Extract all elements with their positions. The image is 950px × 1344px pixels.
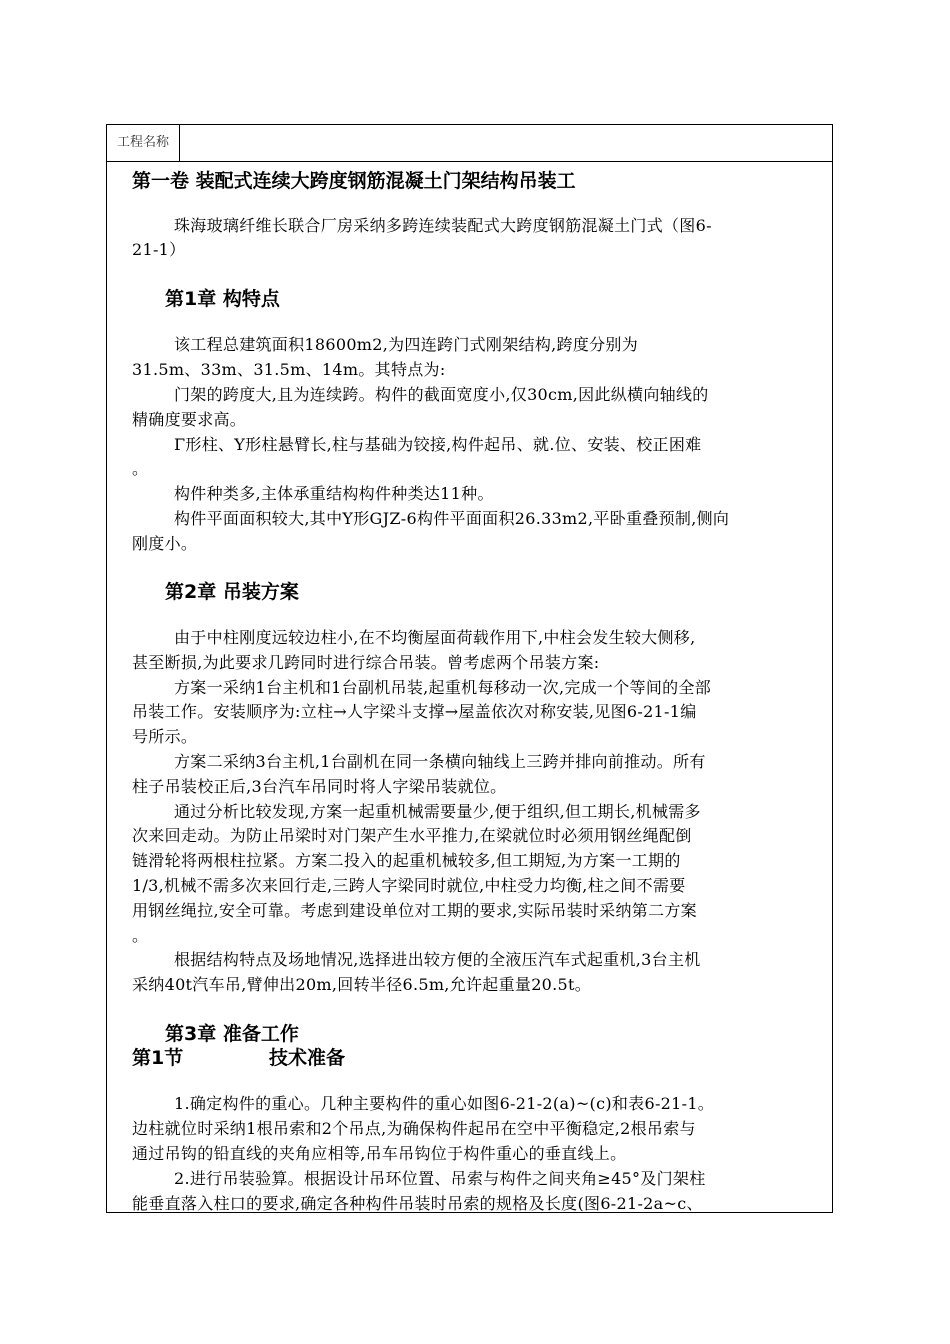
paragraph-line: 用钢丝绳拉,安全可靠。考虑到建设单位对工期的要求,实际吊装时采纳第二方案 bbox=[132, 901, 697, 920]
paragraph-line: 1.确定构件的重心。几种主要构件的重心如图6-21-2(a)~(c)和表6-21-1。 bbox=[174, 1094, 715, 1113]
volume-title: 第一卷 装配式连续大跨度钢筋混凝土门架结构吊装工 bbox=[132, 170, 576, 192]
paragraph-line: 方案一采纳1台主机和1台副机吊装,起重机每移动一次,完成一个等间的全部 bbox=[174, 678, 712, 697]
intro-line: 21-1） bbox=[132, 240, 186, 259]
paragraph-line: 构件平面面积较大,其中Y形GJZ-6构件平面面积26.33m2,平卧重叠预制,侧向 bbox=[174, 509, 730, 528]
paragraph-line: 31.5m、33m、31.5m、14m。其特点为: bbox=[132, 360, 446, 379]
paragraph-line: 甚至断损,为此要求几跨同时进行综合吊装。曾考虑两个吊装方案: bbox=[132, 653, 600, 672]
paragraph-line: 。 bbox=[132, 926, 149, 945]
paragraph-line: 根据结构特点及场地情况,选择进出较方便的全液压汽车式起重机,3台主机 bbox=[174, 950, 701, 969]
paragraph-line: 2.进行吊装验算。根据设计吊环位置、吊索与构件之间夹角≥45°及门架柱 bbox=[174, 1169, 706, 1188]
chapter-2-title: 第2章 吊装方案 bbox=[165, 581, 299, 603]
intro-line: 珠海玻璃纤维长联合厂房采纳多跨连续装配式大跨度钢筋混凝土门式（图6- bbox=[174, 216, 712, 235]
paragraph-line: 通过吊钩的铅直线的夹角应相等,吊车吊钩位于构件重心的垂直线上。 bbox=[132, 1144, 627, 1163]
paragraph-line: 边柱就位时采纳1根吊索和2个吊点,为确保构件起吊在空中平衡稳定,2根吊索与 bbox=[132, 1119, 696, 1138]
paragraph-line: Γ形柱、Y形柱悬臂长,柱与基础为铰接,构件起吊、就.位、安装、校正困难 bbox=[174, 435, 702, 454]
paragraph-line: 1/3,机械不需多次来回行走,三跨人字梁同时就位,中柱受力均衡,柱之间不需要 bbox=[132, 876, 686, 895]
paragraph-line: 能垂直落入柱口的要求,确定各种构件吊装时吊索的规格及长度(图6-21-2a~c、 bbox=[132, 1194, 703, 1213]
paragraph-line: 吊装工作。安装顺序为:立柱→人字梁斗支撑→屋盖依次对称安装,见图6-21-1编 bbox=[132, 702, 697, 721]
paragraph-line: 构件种类多,主体承重结构构件种类达11种。 bbox=[174, 484, 494, 503]
paragraph-line: 。 bbox=[132, 459, 149, 478]
section-number: 第1节 bbox=[132, 1047, 184, 1069]
paragraph-line: 采纳40t汽车吊,臂伸出20m,回转半径6.5m,允许起重量20.5t。 bbox=[132, 975, 592, 994]
paragraph-line: 刚度小。 bbox=[132, 534, 198, 553]
header-row bbox=[107, 125, 832, 162]
section-title: 技术准备 bbox=[269, 1047, 346, 1069]
paragraph-line: 精确度要求高。 bbox=[132, 410, 247, 429]
project-name-value bbox=[181, 125, 832, 161]
paragraph-line: 通过分析比较发现,方案一起重机械需要量少,便于组织,但工期长,机械需多 bbox=[174, 802, 701, 821]
paragraph-line: 柱子吊装校正后,3台汽车吊同时将人字梁吊装就位。 bbox=[132, 777, 507, 796]
paragraph-line: 号所示。 bbox=[132, 727, 198, 746]
paragraph-line: 方案二采纳3台主机,1台副机在同一条横向轴线上三跨并排向前推动。所有 bbox=[174, 752, 706, 771]
paragraph-line: 该工程总建筑面积18600m2,为四连跨门式刚架结构,跨度分别为 bbox=[174, 335, 639, 354]
document-frame bbox=[106, 124, 833, 1213]
paragraph-line: 链滑轮将两根柱拉紧。方案二投入的起重机械较多,但工期短,为方案一工期的 bbox=[132, 851, 681, 870]
project-name-label: 工程名称 bbox=[107, 125, 180, 161]
chapter-3-title: 第3章 准备工作 bbox=[165, 1023, 299, 1045]
paragraph-line: 门架的跨度大,且为连续跨。构件的截面宽度小,仅30cm,因此纵横向轴线的 bbox=[174, 385, 709, 404]
chapter-1-title: 第1章 构特点 bbox=[165, 288, 280, 310]
paragraph-line: 次来回走动。为防止吊梁时对门架产生水平推力,在梁就位时必须用钢丝绳配倒 bbox=[132, 826, 692, 845]
paragraph-line: 由于中柱刚度远较边柱小,在不均衡屋面荷载作用下,中柱会发生较大侧移, bbox=[174, 628, 696, 647]
